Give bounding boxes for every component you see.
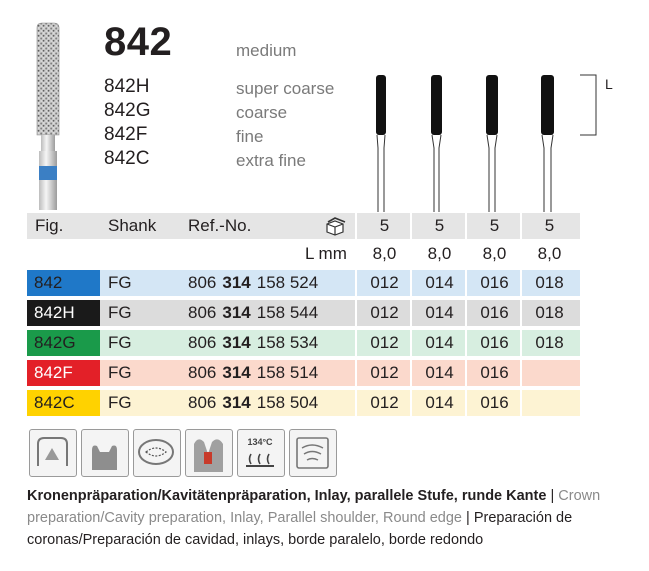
ref-part: 806 [188, 363, 217, 382]
grit-main: medium [236, 41, 297, 60]
size-cell: 016 [480, 363, 509, 382]
size-cell: 012 [370, 303, 399, 322]
inlay-icon [133, 429, 181, 477]
size-cell: 016 [480, 273, 509, 292]
shank-cell: FG [108, 333, 132, 352]
variant-grit: super coarse [236, 79, 335, 98]
table-row [27, 270, 580, 296]
application-description [27, 485, 627, 551]
separator: | [546, 488, 559, 504]
size-cell: 014 [425, 303, 454, 322]
ref-part: 314 [222, 303, 251, 322]
ref-part: 158 534 [256, 333, 319, 352]
ref-number [188, 360, 318, 386]
pack-count: 5 [379, 216, 390, 235]
table-row [27, 300, 580, 326]
fig-cell: 842G [27, 330, 100, 356]
ref-part: 806 [188, 333, 217, 352]
size-cell: 014 [425, 393, 454, 412]
size-cell: 012 [370, 363, 399, 382]
sterilization-134c-icon [237, 429, 285, 477]
ref-part: 158 544 [256, 303, 319, 322]
pack-count: 5 [489, 216, 500, 235]
cavity-preparation-icon [185, 429, 233, 477]
ref-part: 158 524 [256, 273, 319, 292]
size-cell: 014 [425, 363, 454, 382]
header-ref: Ref.-No. [188, 216, 252, 235]
size-cell [522, 390, 577, 416]
shank-cell: FG [108, 363, 132, 382]
variant-code: 842C [104, 148, 150, 169]
size-cell [522, 360, 577, 386]
variant-code: 842F [104, 124, 148, 145]
table-row [27, 360, 580, 386]
size-cell: 014 [425, 273, 454, 292]
description-german: Kronenpräparation/Kavitätenpräparation, Inlay, parallele Stufe, runde Kante [27, 488, 547, 504]
description-english: Crown preparation/Cavity preparation, Inlay, Parallel shoulder, Round edge [27, 488, 601, 526]
variant-code: 842G [104, 100, 151, 121]
ref-part: 806 [188, 273, 217, 292]
size-cell: 018 [535, 273, 564, 292]
silhouette-012 [376, 75, 386, 212]
fig-cell: 842H [27, 300, 100, 326]
shank-cell: FG [108, 273, 132, 292]
ref-part: 158 514 [256, 363, 319, 382]
ref-part: 806 [188, 393, 217, 412]
table-row [27, 330, 580, 356]
size-cell: 014 [425, 333, 454, 352]
ref-number [188, 390, 318, 416]
size-cell: 016 [480, 393, 509, 412]
ref-number [188, 300, 318, 326]
header-shank: Shank [108, 216, 157, 235]
size-cell: 016 [480, 333, 509, 352]
size-cell: 016 [480, 303, 509, 322]
length-row [27, 241, 580, 268]
separator: | [462, 510, 474, 526]
table-row [27, 390, 580, 416]
variant-code: 842H [104, 76, 150, 97]
ref-part: 314 [222, 393, 251, 412]
ref-part: 158 504 [256, 393, 319, 412]
length-value: 8,0 [427, 244, 452, 263]
package-icon [323, 216, 347, 236]
size-cell: 018 [535, 303, 564, 322]
ref-part: 314 [222, 333, 251, 352]
length-value: 8,0 [482, 244, 507, 263]
table-header-row [27, 213, 580, 239]
shank-cell: FG [108, 393, 132, 412]
ref-part: 314 [222, 363, 251, 382]
silhouette-016 [486, 75, 498, 212]
fig-cell: 842C [27, 390, 100, 416]
size-cell: 012 [370, 273, 399, 292]
fig-cell: 842 [27, 270, 100, 296]
length-marker: L [605, 76, 613, 92]
size-cell: 012 [370, 333, 399, 352]
crown-preparation-icon [29, 429, 77, 477]
silhouette-014 [431, 75, 442, 212]
variant-grit: coarse [236, 103, 288, 122]
shank-cell: FG [108, 303, 132, 322]
variant-grit: fine [236, 127, 264, 146]
length-value: 8,0 [372, 244, 397, 263]
pack-count: 5 [434, 216, 445, 235]
ref-number [188, 270, 318, 296]
cleaning-icon [289, 429, 337, 477]
description-spanish: Preparación de coronas/Preparación de cavidad, inlays, borde paralelo, borde redondo [27, 510, 573, 548]
ref-part: 806 [188, 303, 217, 322]
fig-cell: 842F [27, 360, 100, 386]
ref-number [188, 330, 318, 356]
header-fig: Fig. [35, 216, 64, 235]
ref-part: 314 [222, 273, 251, 292]
shoulder-preparation-icon [81, 429, 129, 477]
diamond-bur-illustration [30, 22, 72, 210]
variant-grit: extra fine [236, 151, 306, 170]
size-cell: 012 [370, 393, 399, 412]
length-value: 8,0 [537, 244, 562, 263]
silhouette-018 [541, 75, 554, 212]
size-silhouettes [360, 72, 620, 212]
pack-count: 5 [544, 216, 555, 235]
size-cell: 018 [535, 333, 564, 352]
product-number: 842 [104, 20, 173, 64]
sterilization-temperature: 134°C [247, 437, 273, 447]
length-bracket [580, 75, 596, 135]
l-mm-label: L mm [305, 244, 347, 263]
